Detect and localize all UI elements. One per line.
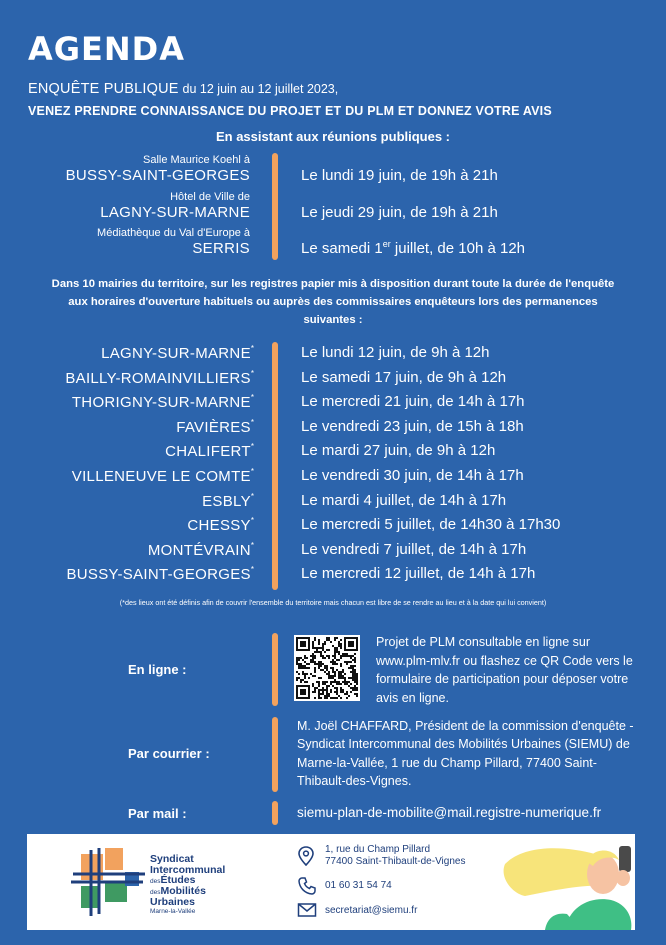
page-title: AGENDA bbox=[28, 30, 185, 68]
permanence-town bbox=[72, 467, 254, 485]
phone-number[interactable]: 01 60 31 54 74 bbox=[325, 880, 392, 891]
call-to-action: VENEZ PRENDRE CONNAISSANCE DU PROJET ET DU PLM ET DONNEZ VOTRE AVIS bbox=[28, 104, 552, 118]
mail-address-link[interactable]: siemu-plan-de-mobilite@mail.registre-numerique.fr bbox=[297, 805, 602, 820]
reunion-venue: Hôtel de Ville de bbox=[170, 191, 250, 203]
permanence-town-name: BUSSY-SAINT-GEORGES bbox=[66, 566, 251, 583]
logo-word: Mobilités bbox=[160, 885, 206, 897]
permanence-town-name: CHALIFERT bbox=[165, 443, 251, 460]
location-pin-icon bbox=[297, 846, 315, 866]
permanence-town-name: THORIGNY-SUR-MARNE bbox=[71, 394, 251, 411]
permanence-town-name: MONTÉVRAIN bbox=[147, 542, 251, 559]
online-label: En ligne : bbox=[128, 662, 187, 677]
permanence-town-name: VILLENEUVE LE COMTE bbox=[71, 468, 251, 485]
permanence-date: Le mercredi 12 juillet, de 14h à 17h bbox=[301, 565, 536, 582]
reunion-venue: Salle Maurice Koehl à bbox=[142, 154, 250, 166]
permanence-town bbox=[176, 418, 254, 436]
reunion-date: Le lundi 19 juin, de 19h à 21h bbox=[301, 167, 498, 184]
logo-wordmark bbox=[150, 854, 225, 916]
reunion-town: LAGNY-SUR-MARNE bbox=[100, 204, 250, 221]
email-address[interactable]: secretariat@siemu.fr bbox=[325, 905, 418, 916]
permanence-town bbox=[101, 344, 254, 362]
footnote-asterisk: * bbox=[250, 541, 254, 550]
permanence-town bbox=[67, 565, 255, 583]
reunion-date-superscript: er bbox=[382, 239, 391, 249]
reunions-accent-bar bbox=[272, 153, 278, 260]
reunion-date-part: Le samedi 1 bbox=[301, 240, 383, 257]
mairies-intro: Dans 10 mairies du territoire, sur les registres papier mis à disposition durant toute la durée de l'enquête aux horaires d'ouverture habituels ou auprès des commissaires enquêteurs lors des permanences suivantes : bbox=[51, 278, 615, 326]
permanence-date: Le lundi 12 juin, de 9h à 12h bbox=[301, 344, 490, 361]
online-text: Projet de PLM consultable en ligne sur www.plm-mlv.fr ou flashez ce QR Code vers le formulaire de participation pour déposer votre avis en ligne. bbox=[376, 635, 633, 705]
footnote-asterisk: * bbox=[250, 393, 254, 402]
reunion-town: SERRIS bbox=[192, 240, 250, 257]
footnote-asterisk: * bbox=[250, 344, 254, 353]
permanence-date: Le mardi 4 juillet, de 14h à 17h bbox=[301, 492, 507, 509]
enquete-dates: du 12 juin au 12 juillet 2023, bbox=[182, 82, 339, 96]
logo-prefix: des bbox=[150, 878, 161, 885]
footnote-asterisk: * bbox=[250, 492, 254, 501]
footnote-asterisk: * bbox=[250, 418, 254, 427]
reunion-location bbox=[66, 154, 250, 184]
footnote-asterisk: * bbox=[250, 442, 254, 451]
logo-word: Études bbox=[160, 874, 196, 886]
mail-accent-bar bbox=[272, 801, 278, 825]
reunions-heading: En assistant aux réunions publiques : bbox=[215, 129, 451, 144]
reunion-date-part: juillet, de 10h à 12h bbox=[390, 240, 526, 257]
logo-line: Syndicat bbox=[150, 853, 194, 865]
footnote-asterisk: * bbox=[250, 516, 254, 525]
permanence-town bbox=[72, 393, 254, 411]
person-with-phone-illustration bbox=[495, 834, 635, 930]
enquete-label: ENQUÊTE PUBLIQUE bbox=[28, 81, 179, 97]
permanences-accent-bar bbox=[272, 342, 278, 590]
permanence-town-name: CHESSY bbox=[187, 517, 251, 534]
reunion-date bbox=[301, 239, 525, 257]
permanence-date: Le samedi 17 juin, de 9h à 12h bbox=[301, 369, 507, 386]
logo-line: Marne-la-Vallée bbox=[150, 907, 196, 915]
permanence-town-name: BAILLY-ROMAINVILLIERS bbox=[65, 370, 251, 387]
permanence-town bbox=[202, 492, 254, 510]
reunion-date: Le jeudi 29 juin, de 19h à 21h bbox=[301, 204, 498, 221]
permanence-date: Le vendredi 23 juin, de 15h à 18h bbox=[301, 418, 524, 435]
phone-icon bbox=[297, 876, 317, 896]
reunion-town: BUSSY-SAINT-GEORGES bbox=[65, 167, 250, 184]
reunion-venue: Médiathèque du Val d'Europe à bbox=[97, 227, 250, 239]
footnote-asterisk: * bbox=[250, 467, 254, 476]
permanence-date: Le mercredi 5 juillet, de 14h30 à 17h30 bbox=[301, 516, 561, 533]
footer-card bbox=[27, 834, 635, 930]
mail-label: Par mail : bbox=[128, 806, 187, 821]
permanence-town bbox=[148, 541, 254, 559]
permanence-town-name: LAGNY-SUR-MARNE bbox=[101, 345, 251, 362]
logo-line: Intercommunal bbox=[150, 863, 226, 876]
reunion-location bbox=[100, 191, 250, 221]
footnote-asterisk: * bbox=[250, 565, 254, 574]
online-accent-bar bbox=[272, 633, 278, 706]
permanence-date: Le mercredi 21 juin, de 14h à 17h bbox=[301, 393, 525, 410]
courrier-text: M. Joël CHAFFARD, Président de la commission d'enquête - Syndicat Intercommunal des Mobilités Urbaines (SIEMU) de Marne-la-Vallée, 1 rue du Champ Pillard, 77400 Saint-Thibault-des-Vignes. bbox=[297, 719, 634, 788]
courrier-label: Par courrier : bbox=[128, 746, 210, 761]
logo-prefix: des bbox=[150, 889, 161, 896]
permanence-date: Le mardi 27 juin, de 9h à 12h bbox=[301, 442, 496, 459]
qr-code-icon bbox=[296, 637, 358, 699]
footnote-asterisk: * bbox=[250, 369, 254, 378]
permanence-town bbox=[65, 369, 254, 387]
logo-line: Urbaines bbox=[150, 896, 195, 908]
permanence-date: Le vendredi 7 juillet, de 14h à 17h bbox=[301, 541, 527, 558]
permanence-town-name: ESBLY bbox=[202, 493, 251, 510]
address-line: 77400 Saint-Thibault-de-Vignes bbox=[325, 856, 466, 867]
enquete-line bbox=[28, 80, 338, 97]
permanence-town-name: FAVIÈRES bbox=[176, 419, 251, 436]
address-line: 1, rue du Champ Pillard bbox=[325, 844, 431, 855]
permanence-town bbox=[165, 442, 254, 460]
permanence-town bbox=[187, 516, 254, 534]
footnote: (*des lieux ont été définis afin de couvrir l'ensemble du territoire mais chacun est libre de se rendre au lieu et à la date qui lui convient) bbox=[119, 598, 547, 607]
reunion-location bbox=[97, 227, 250, 257]
courrier-accent-bar bbox=[272, 717, 278, 792]
siemu-logo-icon bbox=[69, 846, 149, 918]
permanence-date: Le vendredi 30 juin, de 14h à 17h bbox=[301, 467, 524, 484]
qr-code[interactable] bbox=[294, 635, 360, 701]
envelope-icon bbox=[297, 902, 317, 918]
